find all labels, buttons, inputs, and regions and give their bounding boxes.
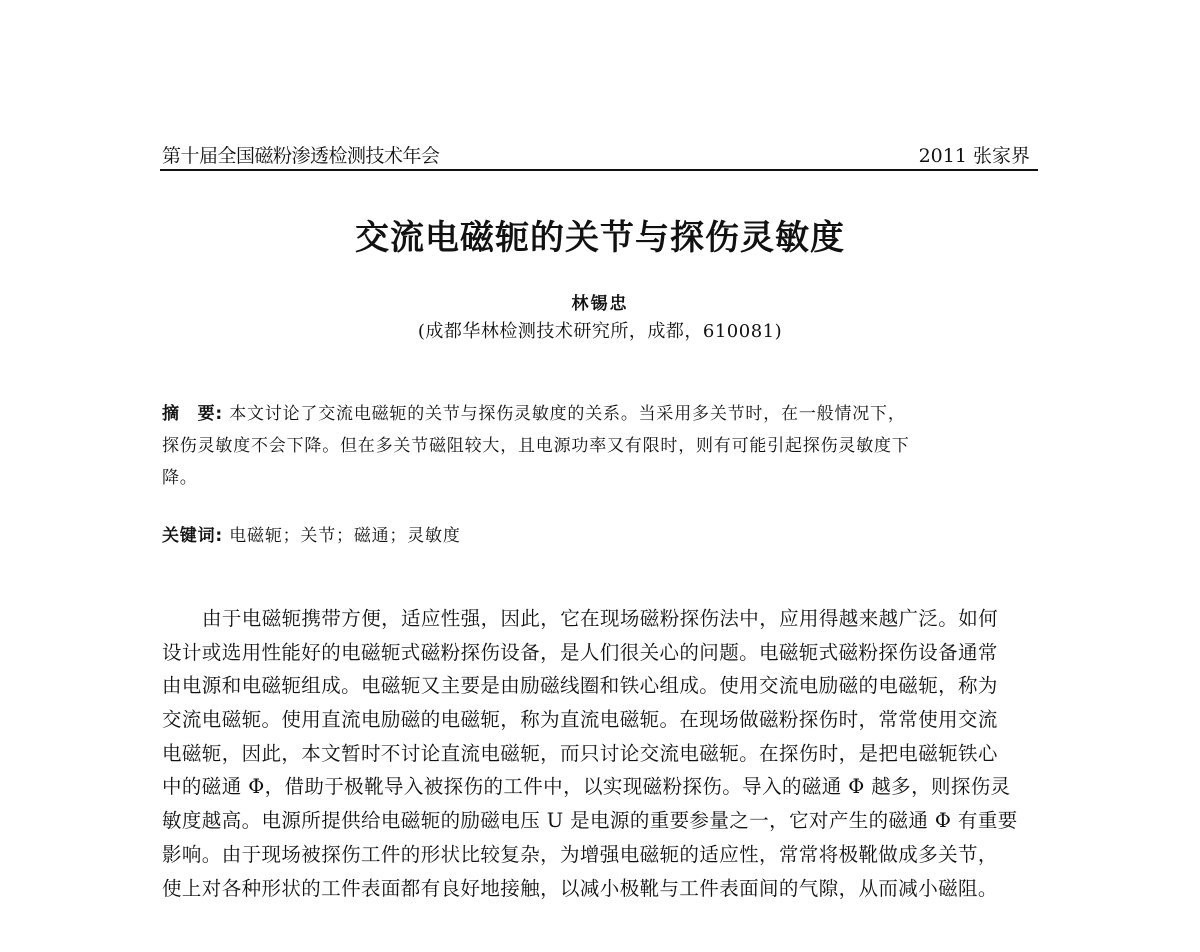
- body-line: 影响。由于现场被探伤工件的形状比较复杂，为增强电磁轭的适应性，常常将极靴做成多关节，: [162, 842, 998, 866]
- paper-title: 交流电磁轭的关节与探伤灵敏度: [355, 218, 845, 258]
- author-affiliation: (成都华林检测技术研究所，成都，610081): [417, 321, 783, 342]
- body-line: 由电源和电磁轭组成。电磁轭又主要是由励磁线圈和铁心组成。使用交流电励磁的电磁轭，称为: [162, 674, 998, 698]
- keywords: [162, 521, 461, 546]
- abstract-line: 探伤灵敏度不会下降。但在多关节磁阻较大，且电源功率又有限时，则有可能引起探伤灵敏度下: [162, 436, 910, 456]
- keywords-label: 关键词:: [162, 526, 223, 546]
- abstract: [162, 398, 1038, 494]
- conference-year-location: 2011 张家界: [918, 145, 1030, 167]
- conference-name: 第十届全国磁粉渗透检测技术年会: [162, 145, 440, 167]
- abstract-label: 摘 要:: [162, 404, 223, 424]
- body-line: 交流电磁轭。使用直流电励磁的电磁轭，称为直流电磁轭。在现场做磁粉探伤时，常常使用交流: [162, 708, 998, 732]
- body-line: 电磁轭，因此，本文暂时不讨论直流电磁轭，而只讨论交流电磁轭。在探伤时，是把电磁轭铁心: [162, 741, 998, 765]
- abstract-line: 降。: [162, 468, 198, 488]
- running-header: [160, 141, 1038, 171]
- author-name: 林锡忠: [571, 294, 629, 314]
- body-paragraph: [162, 602, 1038, 905]
- body-line: 中的磁通 Φ，借助于极靴导入被探伤的工件中，以实现磁粉探伤。导入的磁通 Φ 越多，则探伤灵: [162, 775, 1011, 799]
- body-line: 敏度越高。电源所提供给电磁轭的励磁电压 U 是电源的重要参量之一，它对产生的磁通 Φ 有重要: [162, 809, 1018, 833]
- keywords-text: 电磁轭；关节；磁通；灵敏度: [229, 526, 461, 546]
- body-line: 设计或选用性能好的电磁轭式磁粉探伤设备，是人们很关心的问题。电磁轭式磁粉探伤设备通常: [162, 640, 998, 664]
- body-line: 由于电磁轭携带方便，适应性强，因此，它在现场磁粉探伤法中，应用得越来越广泛。如何: [202, 607, 999, 630]
- body-line: 使上对各种形状的工件表面都有良好地接触，以减小极靴与工件表面间的气隙，从而减小磁阻。: [162, 876, 998, 900]
- header-rule: [160, 169, 1038, 171]
- abstract-line: 摘 要: 本文讨论了交流电磁轭的关节与探伤灵敏度的关系。当采用多关节时，在一般情况下，: [162, 404, 906, 424]
